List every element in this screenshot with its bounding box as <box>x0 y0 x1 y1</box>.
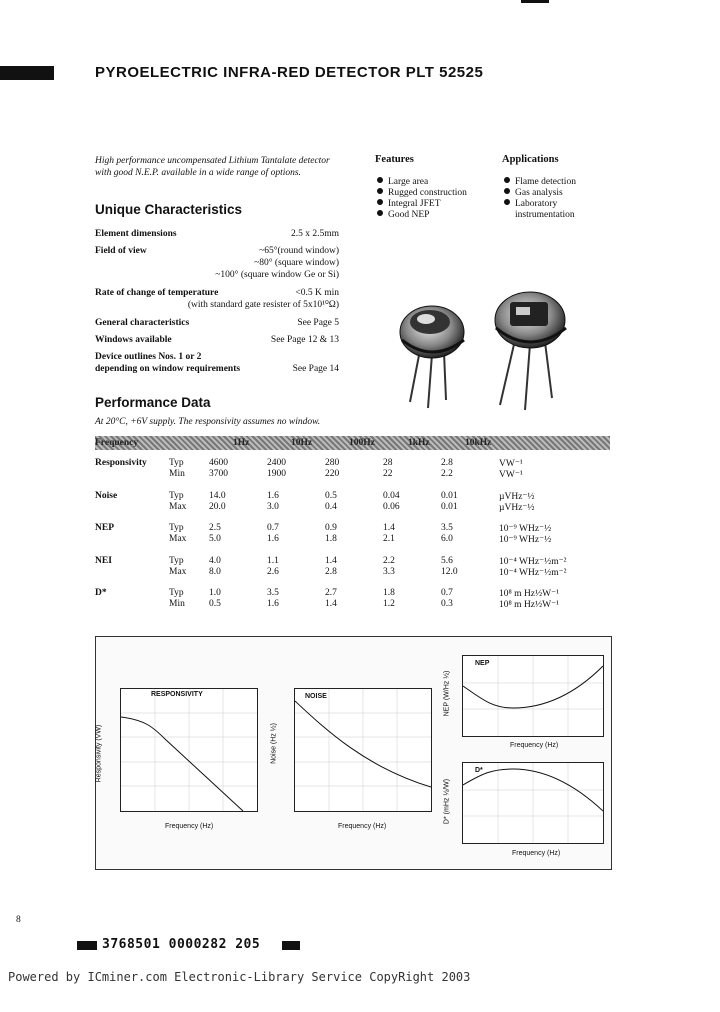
chart-xlabel: Frequency (Hz) <box>338 823 387 830</box>
table-cell: 0.7 <box>267 523 279 533</box>
table-cell: 22 <box>383 469 393 479</box>
table-row <box>95 588 609 599</box>
table-cell: Typ <box>169 458 184 468</box>
bullet-icon <box>377 199 383 205</box>
table-cell: 2.1 <box>383 534 395 544</box>
table-cell: 220 <box>325 469 340 479</box>
column-header: 10kHz <box>465 438 492 448</box>
list-item: Gas analysis <box>504 188 576 199</box>
applications-list <box>504 177 576 221</box>
char-label: Field of view <box>95 246 147 256</box>
nep-chart <box>462 655 604 737</box>
intro-text: High performance uncompensated Lithium Tantalate detector with good N.E.P. available in a wide range of options. <box>95 156 330 178</box>
list-item: Large area <box>377 177 467 188</box>
char-label: Windows available <box>95 335 172 345</box>
row-group-label: NEI <box>95 555 112 566</box>
table-cell: 0.5 <box>209 599 221 609</box>
table-cell: 0.4 <box>325 501 337 512</box>
detector-left <box>400 306 464 408</box>
page-number: 8 <box>16 915 21 925</box>
column-header: 1Hz <box>233 438 250 448</box>
table-cell: 1.4 <box>383 523 395 533</box>
chart-title: D* <box>475 767 483 774</box>
table-row <box>95 523 609 534</box>
table-cell: 1.4 <box>325 555 337 566</box>
bullet-icon <box>504 199 510 205</box>
table-cell: 0.9 <box>325 523 337 533</box>
table-cell: VW⁻¹ <box>499 459 523 469</box>
chart-ylabel: NEP (W/Hz ½) <box>443 670 451 717</box>
table-cell: 2.5 <box>209 523 221 533</box>
table-row <box>95 469 609 480</box>
table-cell: 4.0 <box>209 555 221 566</box>
table-cell: 5.6 <box>441 555 453 566</box>
table-cell: 0.3 <box>441 599 453 609</box>
table-cell: 1.8 <box>383 588 395 598</box>
table-row <box>95 502 609 513</box>
char-value: 2.5 x 2.5mm <box>290 229 339 239</box>
table-cell: 10⁸ m Hz½W⁻¹ <box>499 600 559 610</box>
table-cell: 2.2 <box>441 469 453 479</box>
table-cell: VW⁻¹ <box>499 470 523 480</box>
header-bar <box>0 66 54 80</box>
column-header: Frequency <box>95 438 139 448</box>
barcode-bar-right <box>282 941 300 950</box>
table-cell: 1.1 <box>267 555 279 566</box>
detector-photo <box>380 280 610 415</box>
nep-curve <box>463 656 603 736</box>
dstar-curve <box>463 763 603 843</box>
dstar-chart <box>462 762 604 844</box>
chart-xlabel: Frequency (Hz) <box>510 742 559 749</box>
table-row <box>95 491 609 502</box>
table-cell: Typ <box>169 490 184 501</box>
table-cell: 3700 <box>209 469 228 479</box>
list-item: Integral JFET <box>377 199 467 210</box>
table-cell: Typ <box>169 588 184 598</box>
bullet-icon <box>377 188 383 194</box>
chart-xlabel: Frequency (Hz) <box>165 823 214 830</box>
chart-ylabel: Responsivity (VW) <box>95 724 103 783</box>
table-cell: 3.3 <box>383 566 395 577</box>
responsivity-curve <box>121 689 257 811</box>
table-cell: 4600 <box>209 458 228 468</box>
chart-ylabel: D* (mHz ½/W) <box>443 778 451 825</box>
table-cell: µVHz⁻½ <box>499 502 535 513</box>
chart-xlabel: Frequency (Hz) <box>512 850 561 857</box>
credit-text: Powered by ICminer.com Electronic-Library Service CopyRight 2003 <box>8 970 471 984</box>
noise-curve <box>295 689 431 811</box>
chart-ylabel: Noise (Hz ½) <box>270 723 278 764</box>
char-label: depending on window requirements <box>95 364 241 374</box>
char-value: ~80° (square window) <box>254 258 339 268</box>
table-cell: 1.6 <box>267 534 279 544</box>
column-header: 100Hz <box>349 438 375 448</box>
chart-title: NOISE <box>305 693 327 700</box>
column-header: 10Hz <box>291 438 313 448</box>
features-heading: Features <box>375 154 414 165</box>
table-cell: 14.0 <box>209 490 226 501</box>
chart-title: RESPONSIVITY <box>151 691 203 698</box>
table-cell: 10⁻⁴ WHz⁻½m⁻² <box>499 567 567 578</box>
table-cell: 1.6 <box>267 490 279 501</box>
char-value: ~100° (square window Ge or Si) <box>215 270 339 280</box>
table-cell: Min <box>169 469 185 479</box>
applications-heading: Applications <box>502 154 559 165</box>
table-row <box>95 458 609 469</box>
performance-heading: Performance Data <box>95 395 211 410</box>
list-item: instrumentation <box>515 210 575 220</box>
table-cell: 0.06 <box>383 501 400 512</box>
table-cell: 5.0 <box>209 534 221 544</box>
bullet-icon <box>504 188 510 194</box>
table-cell: 3.0 <box>267 501 279 512</box>
table-cell: Max <box>169 566 187 577</box>
list-item: Laboratory <box>504 199 576 210</box>
char-value: ~65°(round window) <box>259 246 339 256</box>
table-cell: 0.04 <box>383 490 400 501</box>
barcode-bar-left <box>77 941 97 950</box>
table-cell: 28 <box>383 458 393 468</box>
table-cell: 10⁻⁹ WHz⁻½ <box>499 524 552 534</box>
char-label: Device outlines Nos. 1 or 2 <box>95 352 202 362</box>
table-cell: 1.8 <box>325 534 337 544</box>
performance-note: At 20°C, +6V supply. The responsivity assumes no window. <box>95 417 321 427</box>
table-cell: 12.0 <box>441 566 458 577</box>
table-cell: 0.01 <box>441 501 458 512</box>
table-cell: 3.5 <box>441 523 453 533</box>
table-cell: 0.5 <box>325 490 337 501</box>
barcode-text: 3768501 0000282 205 <box>102 937 261 952</box>
table-cell: 1.4 <box>325 599 337 609</box>
performance-table <box>95 458 609 610</box>
table-cell: 20.0 <box>209 501 226 512</box>
detector-right <box>495 292 566 410</box>
row-group-label: D* <box>95 588 107 598</box>
table-cell: 10⁻⁴ WHz⁻½m⁻² <box>499 556 567 567</box>
table-cell: 3.5 <box>267 588 279 598</box>
table-cell: µVHz⁻½ <box>499 491 535 502</box>
table-cell: 2.6 <box>267 566 279 577</box>
chart-title: NEP <box>475 660 490 667</box>
bullet-icon <box>377 177 383 183</box>
noise-chart <box>294 688 432 812</box>
page-title: PYROELECTRIC INFRA-RED DETECTOR PLT 52525 <box>95 64 484 81</box>
table-row <box>95 534 609 545</box>
table-cell: 2.2 <box>383 555 395 566</box>
table-row <box>95 567 609 578</box>
table-cell: 0.01 <box>441 490 458 501</box>
row-group-label: NEP <box>95 523 114 533</box>
top-mark <box>521 0 549 3</box>
table-cell: 2.8 <box>441 458 453 468</box>
responsivity-chart <box>120 688 258 812</box>
bullet-icon <box>504 177 510 183</box>
table-cell: 2.7 <box>325 588 337 598</box>
table-cell: Min <box>169 599 185 609</box>
table-row <box>95 599 609 610</box>
char-label: General characteristics <box>95 318 190 328</box>
row-group-label: Noise <box>95 490 118 501</box>
table-cell: Typ <box>169 555 184 566</box>
row-group-label: Responsivity <box>95 458 147 468</box>
table-cell: 10⁻⁹ WHz⁻½ <box>499 535 552 545</box>
table-cell: 2.8 <box>325 566 337 577</box>
char-label: Rate of change of temperature <box>95 288 219 298</box>
column-header: 1kHz <box>408 438 430 448</box>
table-cell: 1.0 <box>209 588 221 598</box>
list-item: Rugged construction <box>377 188 467 199</box>
table-cell: 0.7 <box>441 588 453 598</box>
features-list <box>377 177 467 221</box>
table-cell: 1900 <box>267 469 286 479</box>
table-cell: 2400 <box>267 458 286 468</box>
table-cell: Typ <box>169 523 184 533</box>
char-value: See Page 5 <box>297 318 339 328</box>
char-label: Element dimensions <box>95 229 177 239</box>
char-value: See Page 14 <box>292 364 339 374</box>
table-cell: 1.6 <box>267 599 279 609</box>
table-cell: Max <box>169 534 187 544</box>
char-value: See Page 12 & 13 <box>270 335 339 345</box>
list-item: Flame detection <box>504 177 576 188</box>
table-cell: 1.2 <box>383 599 395 609</box>
table-cell: 6.0 <box>441 534 453 544</box>
list-item: Good NEP <box>377 210 467 221</box>
char-value: (with standard gate resister of 5x10¹⁰Ω) <box>187 300 339 310</box>
table-cell: Max <box>169 501 187 512</box>
unique-heading: Unique Characteristics <box>95 202 243 217</box>
table-cell: 8.0 <box>209 566 221 577</box>
table-row <box>95 556 609 567</box>
bullet-icon <box>377 210 383 216</box>
table-cell: 280 <box>325 458 340 468</box>
char-value: <0.5 K min <box>295 288 339 298</box>
table-cell: 10⁸ m Hz½W⁻¹ <box>499 589 559 599</box>
